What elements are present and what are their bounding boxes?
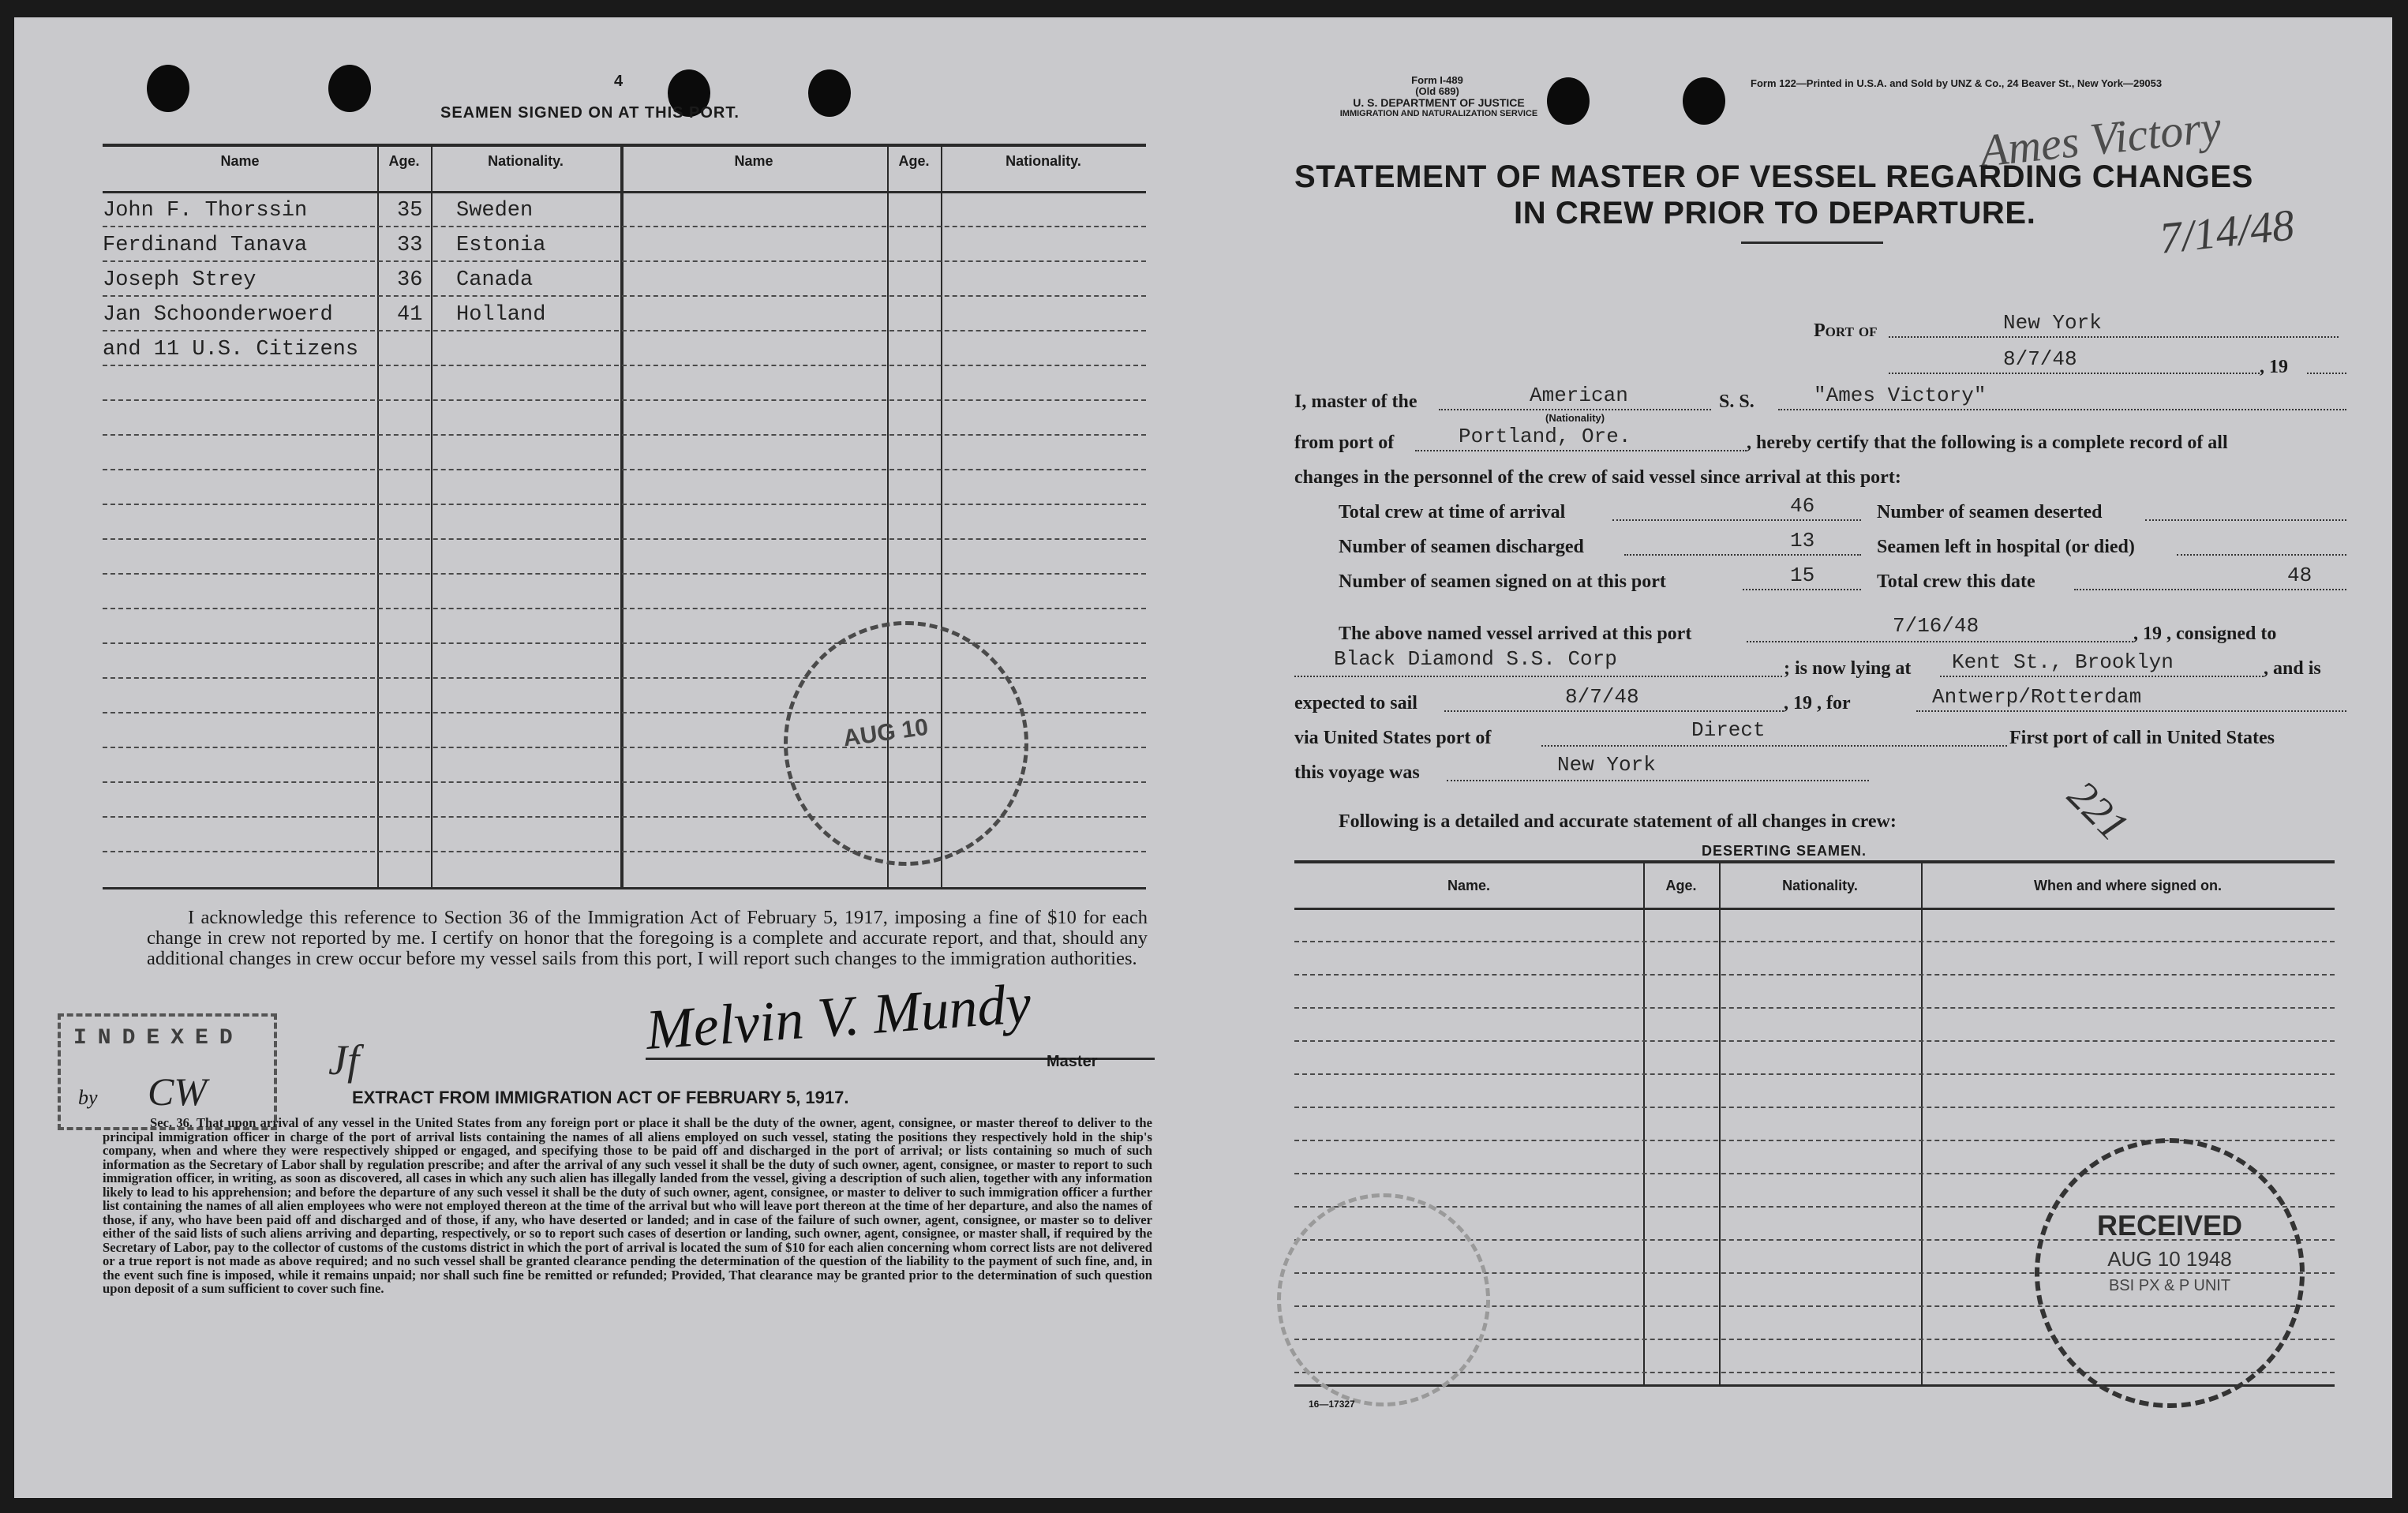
service: IMMIGRATION AND NATURALIZATION SERVICE [1339,109,1538,118]
crew-nationality: Canada [456,268,534,292]
crew-nationality: Holland [456,303,546,327]
total-crew-date: 48 [2287,564,2313,587]
header-nationality: Nationality. [1782,878,1858,893]
row-line [103,504,1146,505]
punch-hole [1683,77,1725,125]
header-name: Name. [1447,878,1491,893]
row-line [103,295,1146,297]
row-line [103,260,1146,262]
handwritten-initials: Jf [328,1036,359,1084]
from-port-label: from port of [1294,433,1395,453]
via-label: via United States port of [1294,728,1492,748]
row-line [103,538,1146,540]
row-line [103,608,1146,609]
row-line [103,365,1146,366]
row-line [103,469,1146,470]
crew-name: Joseph Strey [103,268,257,292]
punch-hole [808,69,851,117]
row-line [1294,974,2335,976]
row-line [1294,1007,2335,1009]
deserting-title: DESERTING SEAMEN. [1702,843,1867,859]
document-sheet [14,17,2392,1498]
crew-nationality: Sweden [456,199,534,223]
form-title-line1: STATEMENT OF MASTER OF VESSEL REGARDING CHANGES [1294,159,2253,194]
row-line [1294,1040,2335,1042]
deserted-label: Number of seamen deserted [1877,502,2103,522]
punch-hole [147,65,189,112]
header-name: Name [220,153,260,169]
vessel-value: "Ames Victory" [1814,384,1987,407]
certify-text: , hereby certify that the following is a complete record of all [1747,433,2228,453]
ss-label: S. S. [1719,391,1755,412]
port-label: Port of [1814,320,1878,341]
handwritten-vessel: Ames Victory [1977,100,2224,177]
master-label: Master [1047,1053,1098,1070]
row-line [103,399,1146,401]
signed-on-label: Number of seamen signed on at this port [1339,571,1666,592]
discharged: 13 [1790,529,1815,552]
crew-age: 36 [397,268,423,292]
expected-value: 8/7/48 [1565,685,1639,709]
header-age: Age. [898,153,930,169]
changes-text: changes in the personnel of the crew of said vessel since arrival at this port: [1294,467,1901,488]
voyage-value: New York [1557,753,1656,777]
port-value: New York [2003,311,2102,335]
lying-label: ; is now lying at [1784,658,1912,679]
received-stamp: RECEIVED AUG 10 1948 BSI PX & P UNIT [2035,1138,2305,1408]
header-nationality: Nationality. [1006,153,1081,169]
first-port-label: First port of call in United States [2009,728,2275,748]
master-signature: Melvin V. Mundy [643,972,1033,1062]
handwritten-number: 221 [2058,771,2138,850]
and-is-label: , and is [2264,658,2321,679]
crew-nationality: Estonia [456,234,546,257]
crew-name: and 11 U.S. Citizens [103,338,359,361]
signed-on: 15 [1790,564,1815,587]
row-line [1294,1073,2335,1075]
handwritten-date: 7/14/48 [2157,200,2297,264]
department: U. S. DEPARTMENT OF JUSTICE [1353,96,1525,109]
voyage-label: this voyage was [1294,762,1420,783]
row-line [103,434,1146,436]
printer-line: Form 122—Printed in U.S.A. and Sold by UNZ & Co., 24 Beaver St., New York—29053 [1751,77,2163,89]
crew-name: Ferdinand Tanava [103,234,308,257]
following-text: Following is a detailed and accurate statement of all changes in crew: [1339,811,1897,832]
year-label: , 19 [2260,357,2288,377]
header-age: Age. [1665,878,1697,893]
row-line [103,642,1146,644]
crew-age: 41 [397,303,423,327]
total-crew-arrival: 46 [1790,494,1815,518]
discharged-label: Number of seamen discharged [1339,537,1584,557]
acknowledgment-text: I acknowledge this reference to Section 36 of the Immigration Act of February 5, 1917, imposing a fine of $10 for each change in crew not reported by me. I certify on honor that the foregoing is a complete and accurate report, and that, should any additional changes in crew occur before my vessel sails from this port, I will report such changes to the immigration authorities. [147,907,1148,969]
row-line [1294,941,2335,942]
expected-label: expected to sail [1294,693,1417,713]
row-line [103,330,1146,331]
master-of-label: I, master of the [1294,391,1417,412]
header-nationality: Nationality. [488,153,564,169]
date-value: 8/7/48 [2003,347,2077,371]
row-line [103,851,1146,852]
extract-title: EXTRACT FROM IMMIGRATION ACT OF FEBRUARY 5, 1917. [352,1088,849,1107]
left-title: SEAMEN SIGNED ON AT THIS PORT. [440,104,740,122]
via-value: Direct [1691,718,1766,742]
hospital-label: Seamen left in hospital (or died) [1877,537,2135,557]
records-stamp [1277,1193,1490,1406]
header-name: Name [734,153,773,169]
arrived-label: The above named vessel arrived at this port [1339,624,1692,644]
from-port-value: Portland, Ore. [1459,425,1631,448]
crew-name: John F. Thorssin [103,199,308,223]
form-old: (Old 689) [1415,85,1459,97]
nationality-caption: (Nationality) [1545,412,1605,424]
header-age: Age. [388,153,420,169]
consigned-label: , 19 , consigned to [2133,624,2277,644]
footer-code: 16—17327 [1309,1399,1355,1410]
crew-age: 35 [397,199,423,223]
extract-text: Sec. 36. That upon arrival of any vessel in the United States from any foreign port or place it shall be the duty of the owner, agent, consignee, or master thereof to deliver to the principal immigration officer in charge of the port of arrival lists containing the names of all aliens employed on such vessel, stating the positions they respectively hold in the ship's company, when and where they were respectively shipped or engaged, and specifying those to be paid off and discharged in the port of arrival; or lists containing so much of such information as the Secretary of Labor shall by regulation prescribe; and after the arrival of any such vessel it shall be the duty of such owner, agent, consignee, or master to report to such immigration officer, in writing, as soon as discovered, all cases in which any such alien has illegally landed from the vessel, giving a description of such alien, together with any information likely to lead to his apprehension; and before the departure of any such vessel it shall be the duty of such owner, agent, consignee, or master to deliver to such immigration officer a further list containing the names of all alien employees who were not employed thereon at the time of the arrival but who will leave port thereon at the time of her departure, and also the names of those, if any, who have been paid off and discharged and of those, if any, who have deserted or landed; and in case of the failure of such owner, agent, consignee, or master so to deliver either of the said lists of such aliens arriving and departing, respectively, or so to report such cases of desertion or landing, such owner, agent, consignee, or master shall, if required by the Secretary of Labor, pay to the collector of customs of the customs district in which the port of arrival is located the sum of $10 for each alien concerning whom correct lists are not delivered or a true report is not made as above required; and no such vessel shall be granted clearance pending the determination of the question of the liability to the payment of such fine, and, in the event such fine is imposed, while it remains unpaid; nor shall such fine be remitted or refunded; Provided, That clearance may be granted prior to the determination of such question upon deposit of a sum sufficient to cover such fine. [103,1115,1152,1296]
crew-name: Jan Schoonderwoerd [103,303,333,327]
for-value: Antwerp/Rotterdam [1932,685,2142,709]
consignee-value: Black Diamond S.S. Corp [1334,647,1617,671]
form-title-line2: IN CREW PRIOR TO DEPARTURE. [1514,196,2036,230]
form-number: Form I-489 [1411,74,1463,86]
customs-stamp: AUG 10 [784,621,1028,866]
page-number: 4 [614,73,624,90]
header-when-where: When and where signed on. [2033,878,2223,893]
punch-hole [328,65,371,112]
indexed-stamp: INDEXED by CW [58,1013,277,1130]
arrived-value: 7/16/48 [1893,614,1979,638]
row-line [103,226,1146,227]
total-crew-date-label: Total crew this date [1877,571,2035,592]
for-label: , 19 , for [1784,693,1851,713]
nationality-value: American [1530,384,1628,407]
row-line [1294,1107,2335,1108]
row-line [103,573,1146,575]
total-crew-arrival-label: Total crew at time of arrival [1339,502,1566,522]
crew-age: 33 [397,234,423,257]
lying-value: Kent St., Brooklyn [1952,650,2174,674]
